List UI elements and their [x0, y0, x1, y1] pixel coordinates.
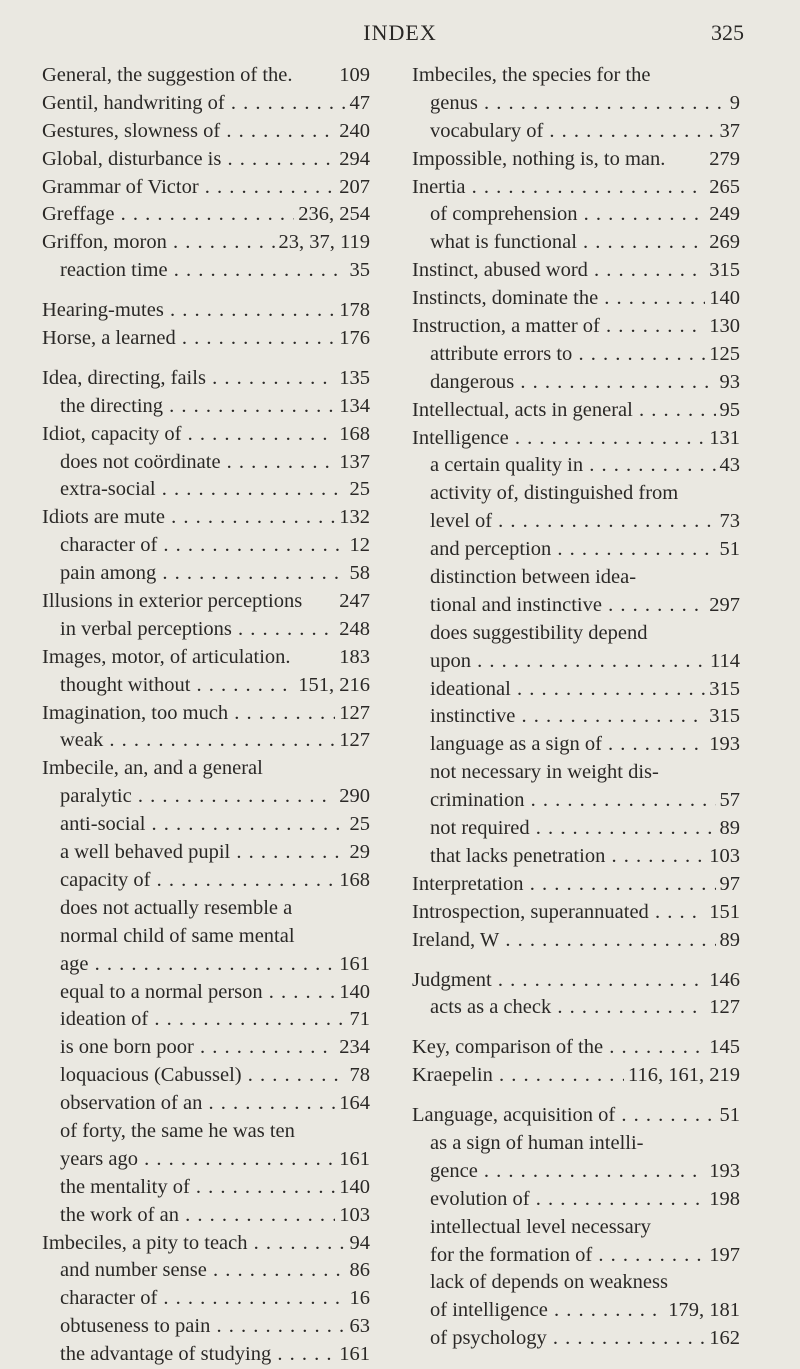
- index-entry-page: 151, 216: [294, 672, 370, 700]
- index-entry-text: Hearing-mutes . . .: [42, 297, 370, 325]
- index-entry-text: observation of an . . .: [60, 1090, 370, 1118]
- index-entry: [412, 1214, 740, 1242]
- index-entry-page: 145: [705, 1034, 740, 1062]
- index-entry: [412, 703, 740, 731]
- index-entry-text: Idiots are mute . . .: [42, 504, 370, 532]
- index-entry: [42, 867, 370, 895]
- index-entry: [42, 560, 370, 588]
- index-entry-page: 12: [346, 532, 371, 560]
- index-entry-page: 294: [335, 146, 370, 174]
- index-entry-text: of forty, the same he was ten: [60, 1119, 295, 1142]
- page-title: INDEX: [363, 20, 437, 45]
- index-entry-text: what is functional . . .: [430, 229, 740, 257]
- index-entry-page: 103: [705, 843, 740, 871]
- index-entry: [412, 369, 740, 397]
- index-entry-page: 127: [335, 700, 370, 728]
- index-entry: [42, 1202, 370, 1230]
- index-entry: [412, 341, 740, 369]
- index-entry: [412, 118, 740, 146]
- index-entry-text: Instruction, a matter of . . .: [412, 313, 740, 341]
- index-entry: [412, 676, 740, 704]
- index-entry-page: 9: [726, 90, 740, 118]
- index-entry-page: 103: [335, 1202, 370, 1230]
- index-entry: [412, 927, 740, 955]
- page-number: 325: [711, 20, 744, 45]
- index-entry: [42, 325, 370, 353]
- index-entry-page: 51: [716, 1102, 741, 1130]
- index-entry: [412, 1034, 740, 1062]
- index-entry: [42, 1174, 370, 1202]
- index-entry-page: 176: [335, 325, 370, 353]
- index-entry-text: of psychology . . .: [430, 1325, 740, 1353]
- index-entry-page: 290: [335, 783, 370, 811]
- index-entry: [42, 1313, 370, 1341]
- index-entry: [42, 1062, 370, 1090]
- index-entry: [42, 1230, 370, 1258]
- index-entry-page: 137: [335, 449, 370, 477]
- index-entry-text: character of . . .: [60, 1285, 370, 1313]
- index-entry-page: 63: [346, 1313, 371, 1341]
- index-entry-text: Imbecile, an, and a general: [42, 757, 263, 780]
- index-entry-text: gence . . .: [430, 1158, 740, 1186]
- index-entry-text: pain among . . .: [60, 560, 370, 588]
- index-entry-text: Idiot, capacity of . . .: [42, 421, 370, 449]
- index-entry: [412, 62, 740, 90]
- index-entry-page: 178: [335, 297, 370, 325]
- index-entry-text: age . . .: [60, 951, 370, 979]
- index-entry-page: 25: [346, 476, 371, 504]
- index-entry-text: Impossible, nothing is, to man.: [412, 147, 666, 170]
- index-entry-text: vocabulary of . . .: [430, 118, 740, 146]
- index-entry: [412, 787, 740, 815]
- index-entry-text: Intelligence . . .: [412, 425, 740, 453]
- index-entry-page: 234: [335, 1034, 370, 1062]
- index-entry: [42, 672, 370, 700]
- index-entry-text: for the formation of . . .: [430, 1242, 740, 1270]
- index-entry-page: 58: [346, 560, 371, 588]
- index-entry: [42, 257, 370, 285]
- index-entry-text: Horse, a learned . . .: [42, 325, 370, 353]
- index-entry-text: tional and instinctive . . .: [430, 592, 740, 620]
- index-entry-text: intellectual level necessary: [430, 1215, 651, 1238]
- index-entry: [412, 174, 740, 202]
- index-entry-page: 127: [335, 727, 370, 755]
- index-entry: [42, 504, 370, 532]
- index-entry-text: upon . . .: [430, 648, 740, 676]
- index-entry: [412, 564, 740, 592]
- index-entry-text: the advantage of studying . . .: [60, 1341, 370, 1369]
- index-entry-text: language as a sign of . . .: [430, 731, 740, 759]
- index-entry-page: 168: [335, 421, 370, 449]
- index-entry-text: does suggestibility depend: [430, 621, 648, 644]
- index-entry: [412, 1325, 740, 1353]
- index-entry-page: 37: [716, 118, 741, 146]
- index-entry-text: not required . . .: [430, 815, 740, 843]
- index-entry: [42, 90, 370, 118]
- index-entry-page: 162: [705, 1325, 740, 1353]
- index-entry: [42, 1341, 370, 1369]
- index-entry: [42, 755, 370, 783]
- index-entry-page: 240: [335, 118, 370, 146]
- index-entry-text: Imbeciles, a pity to teach . . .: [42, 1230, 370, 1258]
- index-entry-page: 114: [706, 648, 740, 676]
- index-entry-text: does not coördinate . . .: [60, 449, 370, 477]
- index-entry-page: 315: [705, 257, 740, 285]
- index-entry: [412, 1297, 740, 1325]
- index-entry-text: is one born poor . . .: [60, 1034, 370, 1062]
- index-entry-page: 125: [705, 341, 740, 369]
- index-entry-text: not necessary in weight dis-: [430, 761, 659, 784]
- index-column-right: [412, 62, 740, 1353]
- index-entry-page: 161: [335, 951, 370, 979]
- index-entry: [412, 1242, 740, 1270]
- index-entry: [412, 257, 740, 285]
- index-entry-text: Instincts, dominate the . . .: [412, 285, 740, 313]
- index-entry-text: weak . . .: [60, 727, 370, 755]
- index-entry-page: 134: [335, 393, 370, 421]
- index-entry-text: character of . . .: [60, 532, 370, 560]
- index-entry-text: Inertia . . .: [412, 174, 740, 202]
- index-entry-page: 146: [705, 967, 740, 995]
- index-entry-text: evolution of . . .: [430, 1186, 740, 1214]
- index-entry: [42, 979, 370, 1007]
- index-entry-page: 132: [335, 504, 370, 532]
- index-entry: [42, 118, 370, 146]
- index-entry-text: Global, disturbance is . . .: [42, 146, 370, 174]
- index-entry-page: 51: [716, 536, 741, 564]
- index-entry: [42, 727, 370, 755]
- index-entry-page: 89: [716, 815, 741, 843]
- index-entry-page: 269: [705, 229, 740, 257]
- index-entry-page: 193: [705, 731, 740, 759]
- index-entry-text: Kraepelin . . .: [412, 1062, 740, 1090]
- index-entry-text: Imbeciles, the species for the: [412, 64, 651, 86]
- index-entry-text: reaction time . . .: [60, 257, 370, 285]
- index-entry-text: as a sign of human intelli-: [430, 1131, 644, 1154]
- index-entry: [42, 1034, 370, 1062]
- index-entry-text: the work of an . . .: [60, 1202, 370, 1230]
- index-entry: [412, 967, 740, 995]
- index-entry: [42, 393, 370, 421]
- index-entry-text: normal child of same mental: [60, 924, 295, 947]
- index-entry-text: Illusions in exterior perceptions: [42, 590, 303, 613]
- index-entry-text: Grammar of Victor . . .: [42, 174, 370, 202]
- index-entry-text: attribute errors to . . .: [430, 341, 740, 369]
- index-entry: [412, 843, 740, 871]
- index-entry-page: 198: [705, 1186, 740, 1214]
- index-entry: [412, 313, 740, 341]
- index-entry-text: anti-social . . .: [60, 811, 370, 839]
- index-entry-text: Greffage . . .: [42, 201, 370, 229]
- index-entry: [412, 229, 740, 257]
- index-entry: [42, 449, 370, 477]
- index-entry: [42, 588, 370, 616]
- index-entry-page: 279: [705, 146, 740, 174]
- index-entry: [412, 620, 740, 648]
- index-entry: [42, 365, 370, 393]
- index-entry-page: 247: [335, 588, 370, 616]
- index-entry: [42, 421, 370, 449]
- index-entry-text: the mentality of . . .: [60, 1174, 370, 1202]
- index-entry-text: Gestures, slowness of . . .: [42, 118, 370, 146]
- index-entry: [42, 297, 370, 325]
- index-entry-page: 35: [346, 257, 371, 285]
- index-entry: [412, 480, 740, 508]
- index-entry-text: level of . . .: [430, 508, 740, 536]
- index-entry: [412, 425, 740, 453]
- index-entry-text: extra-social . . .: [60, 476, 370, 504]
- index-entry-page: 197: [705, 1242, 740, 1270]
- index-entry: [412, 1130, 740, 1158]
- index-entry: [42, 1118, 370, 1146]
- index-entry: [412, 899, 740, 927]
- index-entry-page: 97: [716, 871, 741, 899]
- index-entry-text: Instinct, abused word . . .: [412, 257, 740, 285]
- index-entry-page: 94: [346, 1230, 371, 1258]
- index-entry: [412, 1102, 740, 1130]
- index-entry: [412, 759, 740, 787]
- index-entry: [42, 616, 370, 644]
- index-entry-text: activity of, distinguished from: [430, 482, 679, 505]
- index-entry-text: in verbal perceptions . . .: [60, 616, 370, 644]
- index-column-left: [42, 62, 370, 1369]
- index-entry-text: that lacks penetration . . .: [430, 843, 740, 871]
- index-entry: [42, 700, 370, 728]
- index-entry-page: 29: [346, 839, 371, 867]
- index-entry-text: of intelligence . . .: [430, 1297, 740, 1325]
- index-entry-page: 164: [335, 1090, 370, 1118]
- index-entry-page: 207: [335, 174, 370, 202]
- index-entry-text: Ireland, W . . .: [412, 927, 740, 955]
- index-entry-text: crimination . . .: [430, 787, 740, 815]
- index-entry-page: 161: [335, 1341, 370, 1369]
- index-entry-page: 109: [335, 62, 370, 90]
- index-entry-page: 140: [335, 979, 370, 1007]
- index-entry-page: 315: [705, 703, 740, 731]
- index-entry-page: 297: [705, 592, 740, 620]
- index-entry-text: dangerous . . .: [430, 369, 740, 397]
- index-entry: [412, 1269, 740, 1297]
- index-entry-text: years ago . . .: [60, 1146, 370, 1174]
- index-entry: [412, 1062, 740, 1090]
- index-entry-text: loquacious (Cabussel) . . .: [60, 1062, 370, 1090]
- index-entry-text: paralytic . . .: [60, 783, 370, 811]
- index-entry-text: a certain quality in . . .: [430, 452, 740, 480]
- index-entry-text: ideational . . .: [430, 676, 740, 704]
- index-entry-page: 249: [705, 201, 740, 229]
- index-entry-page: 78: [346, 1062, 371, 1090]
- index-entry: [412, 146, 740, 174]
- page-header: [0, 14, 800, 54]
- index-entry: [42, 1257, 370, 1285]
- index-entry-page: 127: [705, 994, 740, 1022]
- index-entry-page: 47: [346, 90, 371, 118]
- index-entry-text: the directing . . .: [60, 393, 370, 421]
- index-entry-page: 16: [346, 1285, 371, 1313]
- index-entry: [42, 174, 370, 202]
- index-entry-page: 57: [716, 787, 741, 815]
- index-entry-page: 130: [705, 313, 740, 341]
- index-entry: [42, 532, 370, 560]
- index-entry-page: 93: [716, 369, 741, 397]
- index-entry: [42, 895, 370, 923]
- index-entry-text: and number sense . . .: [60, 1257, 370, 1285]
- index-entry-text: Griffon, moron . . .: [42, 229, 370, 257]
- index-entry-text: thought without . . .: [60, 672, 370, 700]
- index-entry-text: Judgment . . .: [412, 967, 740, 995]
- index-entry-text: Key, comparison of the . . .: [412, 1034, 740, 1062]
- index-entry: [42, 1090, 370, 1118]
- index-entry-text: of comprehension . . .: [430, 201, 740, 229]
- index-entry: [412, 90, 740, 118]
- index-entry: [412, 994, 740, 1022]
- index-entry-page: 151: [705, 899, 740, 927]
- index-entry-page: 73: [716, 508, 741, 536]
- index-entry-page: 71: [346, 1006, 371, 1034]
- index-entry-page: 168: [335, 867, 370, 895]
- index-entry-text: Imagination, too much . . .: [42, 700, 370, 728]
- index-entry-page: 183: [335, 644, 370, 672]
- index-entry-page: 23, 37, 119: [275, 229, 371, 257]
- index-entry: [412, 397, 740, 425]
- index-entry-page: 43: [716, 452, 741, 480]
- index-entry-page: 140: [335, 1174, 370, 1202]
- index-entry-page: 131: [705, 425, 740, 453]
- index-entry-text: Language, acquisition of . . .: [412, 1102, 740, 1130]
- index-entry-page: 161: [335, 1146, 370, 1174]
- index-entry-text: acts as a check . . .: [430, 994, 740, 1022]
- index-entry-text: General, the suggestion of the.: [42, 64, 293, 86]
- index-entry: [412, 201, 740, 229]
- index-entry: [42, 146, 370, 174]
- index-entry: [412, 452, 740, 480]
- index-entry-text: Idea, directing, fails . . .: [42, 365, 370, 393]
- index-entry-page: 236, 254: [294, 201, 370, 229]
- index-entry: [412, 731, 740, 759]
- index-entry-page: 179, 181: [664, 1297, 740, 1325]
- index-entry-text: instinctive . . .: [430, 703, 740, 731]
- index-entry: [42, 1146, 370, 1174]
- index-entry-text: Introspection, superannuated . . .: [412, 899, 740, 927]
- index-entry-text: lack of depends on weakness: [430, 1271, 668, 1294]
- index-entry-text: capacity of . . .: [60, 867, 370, 895]
- index-entry-text: a well behaved pupil . . .: [60, 839, 370, 867]
- index-entry: [42, 644, 370, 672]
- index-entry: [412, 815, 740, 843]
- index-entry-text: ideation of . . .: [60, 1006, 370, 1034]
- index-entry: [412, 508, 740, 536]
- index-entry-page: 140: [705, 285, 740, 313]
- index-entry-page: 95: [716, 397, 741, 425]
- index-entry-page: 248: [335, 616, 370, 644]
- index-entry-text: equal to a normal person . . .: [60, 979, 370, 1007]
- index-entry: [412, 536, 740, 564]
- index-entry: [412, 648, 740, 676]
- index-entry-page: 315: [705, 676, 740, 704]
- index-entry-page: 193: [705, 1158, 740, 1186]
- index-entry: [42, 62, 370, 90]
- index-entry: [412, 1186, 740, 1214]
- index-entry: [412, 871, 740, 899]
- index-entry-text: and perception . . .: [430, 536, 740, 564]
- index-entry: [42, 839, 370, 867]
- index-entry-text: distinction between idea-: [430, 566, 637, 589]
- index-entry-text: does not actually resemble a: [60, 896, 293, 919]
- index-entry: [42, 1285, 370, 1313]
- index-entry: [412, 592, 740, 620]
- index-entry-text: Intellectual, acts in general . . .: [412, 397, 740, 425]
- index-entry-text: obtuseness to pain . . .: [60, 1313, 370, 1341]
- index-entry: [42, 811, 370, 839]
- index-entry-page: 116, 161, 219: [624, 1062, 740, 1090]
- index-entry: [42, 201, 370, 229]
- index-entry-page: 135: [335, 365, 370, 393]
- index-entry: [412, 1158, 740, 1186]
- index-entry-page: 89: [716, 927, 741, 955]
- index-entry-text: genus . . .: [430, 90, 740, 118]
- index-entry-page: 25: [346, 811, 371, 839]
- index-entry-page: 86: [346, 1257, 371, 1285]
- index-entry: [42, 229, 370, 257]
- index-entry-text: Gentil, handwriting of . . .: [42, 90, 370, 118]
- index-entry-text: Images, motor, of articulation.: [42, 645, 291, 668]
- index-entry: [42, 1006, 370, 1034]
- index-entry-text: Interpretation . . .: [412, 871, 740, 899]
- index-entry: [42, 476, 370, 504]
- index-entry: [42, 951, 370, 979]
- index-entry: [42, 783, 370, 811]
- index-entry: [42, 923, 370, 951]
- index-entry-page: 265: [705, 174, 740, 202]
- index-entry: [412, 285, 740, 313]
